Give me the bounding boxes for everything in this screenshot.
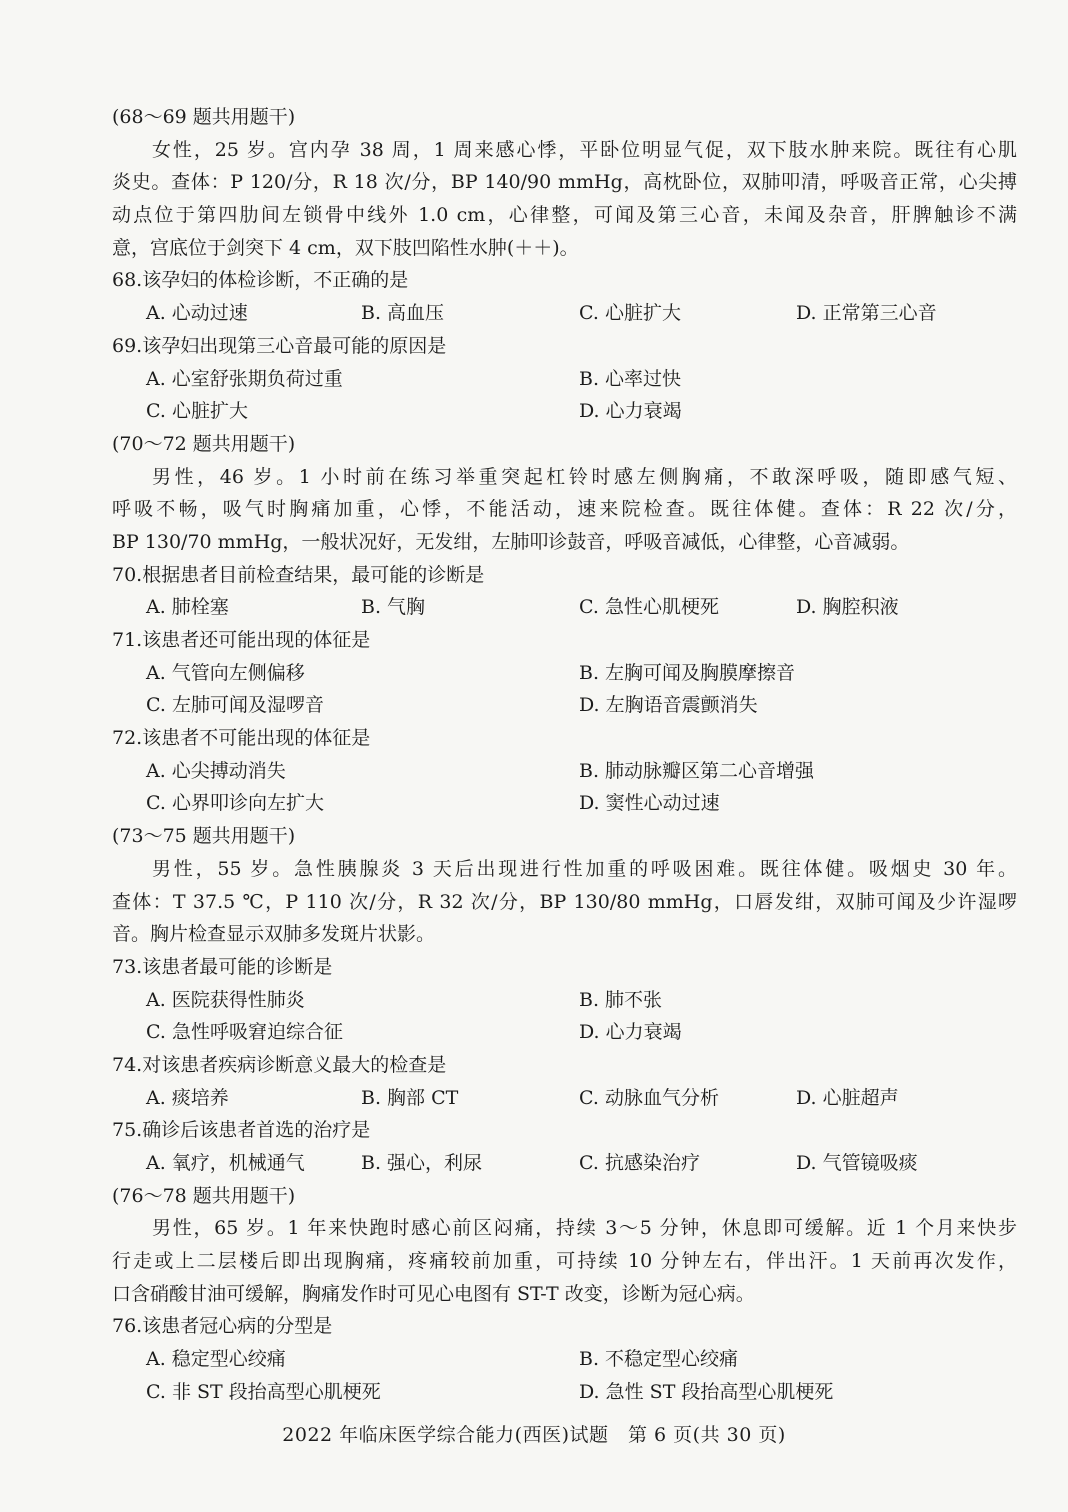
option-c: C. 急性呼吸窘迫综合征 [146, 1021, 343, 1044]
stem-line: 男性，55 岁。急性胰腺炎 3 天后出现进行性加重的呼吸困难。既往体健。吸烟史 30 年。 [152, 857, 1017, 880]
question-76: 76.该患者冠心病的分型是 [112, 1315, 333, 1338]
stem-line: 炎史。查体：P 120/分，R 18 次/分，BP 140/90 mmHg，高枕卧位，双肺叩清，呼吸音正常，心尖搏 [112, 171, 1017, 194]
question-72: 72.该患者不可能出现的体征是 [112, 727, 371, 750]
options-70 [112, 591, 1017, 624]
option-d: D. 急性 ST 段抬高型心肌梗死 [579, 1380, 834, 1403]
options-73 [112, 984, 1017, 1017]
options-74 [112, 1082, 1017, 1115]
stem-line: BP 130/70 mmHg，一般状况好，无发绀，左肺叩诊鼓音，呼吸音减低，心律整，心音减弱。 [112, 530, 910, 553]
option-a: A. 稳定型心绞痛 [146, 1348, 286, 1371]
option-d: D. 气管镜吸痰 [796, 1152, 918, 1174]
option-d: D. 心脏超声 [796, 1086, 899, 1109]
question-75: 75.确诊后该患者首选的治疗是 [112, 1119, 371, 1142]
options-72 [112, 755, 1017, 788]
option-b: B. 肺不张 [579, 988, 663, 1011]
stem-line: 口含硝酸甘油可缓解，胸痛发作时可见心电图有 ST-T 改变，诊断为冠心病。 [112, 1282, 755, 1305]
option-b: B. 胸部 CT [361, 1086, 459, 1109]
options-69-row2 [112, 395, 1017, 428]
option-b: B. 高血压 [361, 302, 445, 325]
option-b: B. 不稳定型心绞痛 [579, 1348, 739, 1371]
option-c: C. 动脉血气分析 [579, 1086, 719, 1109]
question-74: 74.对该患者疾病诊断意义最大的检查是 [112, 1053, 447, 1076]
option-c: C. 心脏扩大 [579, 302, 681, 325]
options-75 [112, 1147, 1017, 1180]
option-a: A. 气管向左侧偏移 [146, 661, 305, 684]
option-a: A. 心室舒张期负荷过重 [146, 367, 343, 390]
option-b: B. 气胸 [361, 596, 426, 619]
stem-line: 意，宫底位于剑突下 4 cm，双下肢凹陷性水肿(＋＋)。 [112, 236, 579, 259]
option-d: D. 心力衰竭 [579, 400, 682, 423]
stem-line: 音。胸片检查显示双肺多发斑片状影。 [112, 923, 436, 946]
page-footer: 2022 年临床医学综合能力(西医)试题 第 6 页(共 30 页) [282, 1424, 786, 1446]
stem-line: 动点位于第四肋间左锁骨中线外 1.0 cm，心律整，可闻及第三心音，未闻及杂音，肝脾触诊不满 [112, 204, 1017, 227]
options-76-row2 [112, 1376, 1017, 1409]
stem-line: 呼吸不畅，吸气时胸痛加重，心悸，不能活动，速来院检查。既往体健。查体：R 22 次/分， [112, 498, 1017, 521]
option-c: C. 左肺可闻及湿啰音 [146, 694, 324, 717]
option-b: B. 左胸可闻及胸膜摩擦音 [579, 661, 796, 684]
option-c: C. 非 ST 段抬高型心肌梗死 [146, 1380, 381, 1403]
option-b: B. 强心，利尿 [361, 1152, 483, 1174]
option-a: A. 心尖搏动消失 [146, 759, 286, 782]
options-68 [112, 297, 1017, 330]
group-header-73-75: (73～75 题共用题干) [112, 825, 296, 848]
group-header-70-72: (70～72 题共用题干) [112, 432, 296, 455]
exam-content [112, 101, 1017, 1409]
option-b: B. 肺动脉瓣区第二心音增强 [579, 759, 815, 782]
stem-line: 男性，46 岁。1 小时前在练习举重突起杠铃时感左侧胸痛，不敢深呼吸，随即感气短、 [152, 465, 1017, 488]
group-header-76-78: (76～78 题共用题干) [112, 1184, 296, 1207]
question-70: 70.根据患者目前检查结果，最可能的诊断是 [112, 563, 485, 586]
option-b: B. 心率过快 [579, 367, 682, 390]
question-68: 68.该孕妇的体检诊断，不正确的是 [112, 269, 409, 292]
question-73: 73.该患者最可能的诊断是 [112, 955, 333, 978]
question-71: 71.该患者还可能出现的体征是 [112, 629, 371, 651]
options-73-row2 [112, 1016, 1017, 1049]
options-72-row2 [112, 787, 1017, 820]
option-c: C. 抗感染治疗 [579, 1152, 700, 1174]
stem-line: 查体：T 37.5 ℃，P 110 次/分，R 32 次/分，BP 130/80 mmHg，口唇发绀，双肺可闻及少许湿啰 [112, 890, 1017, 913]
option-a: A. 心动过速 [146, 302, 248, 325]
option-c: C. 心界叩诊向左扩大 [146, 792, 324, 815]
option-c: C. 急性心肌梗死 [579, 596, 719, 619]
option-a: A. 氧疗，机械通气 [146, 1152, 305, 1174]
stem-line: 行走或上二层楼后即出现胸痛，疼痛较前加重，可持续 10 分钟左右，伴出汗。1 天前再次发作， [112, 1250, 1017, 1273]
stem-line: 男性，65 岁。1 年来快跑时感心前区闷痛，持续 3～5 分钟，休息即可缓解。近 1 个月来快步 [152, 1217, 1017, 1240]
option-a: A. 医院获得性肺炎 [146, 988, 305, 1011]
option-d: D. 心力衰竭 [579, 1021, 682, 1044]
question-69: 69.该孕妇出现第三心音最可能的原因是 [112, 334, 447, 357]
stem-line: 女性，25 岁。宫内孕 38 周，1 周来感心悸，平卧位明显气促，双下肢水肿来院。既往有心肌 [152, 138, 1017, 161]
option-d: D. 窦性心动过速 [579, 792, 720, 815]
option-d: D. 左胸语音震颤消失 [579, 694, 758, 717]
options-71 [112, 657, 1017, 690]
option-d: D. 胸腔积液 [796, 596, 899, 619]
option-a: A. 痰培养 [146, 1086, 229, 1109]
options-71-row2 [112, 689, 1017, 722]
options-69 [112, 363, 1017, 396]
option-a: A. 肺栓塞 [146, 596, 229, 619]
option-c: C. 心脏扩大 [146, 400, 248, 423]
option-d: D. 正常第三心音 [796, 302, 937, 325]
group-header-68-69: (68～69 题共用题干) [112, 106, 296, 128]
options-76 [112, 1343, 1017, 1376]
